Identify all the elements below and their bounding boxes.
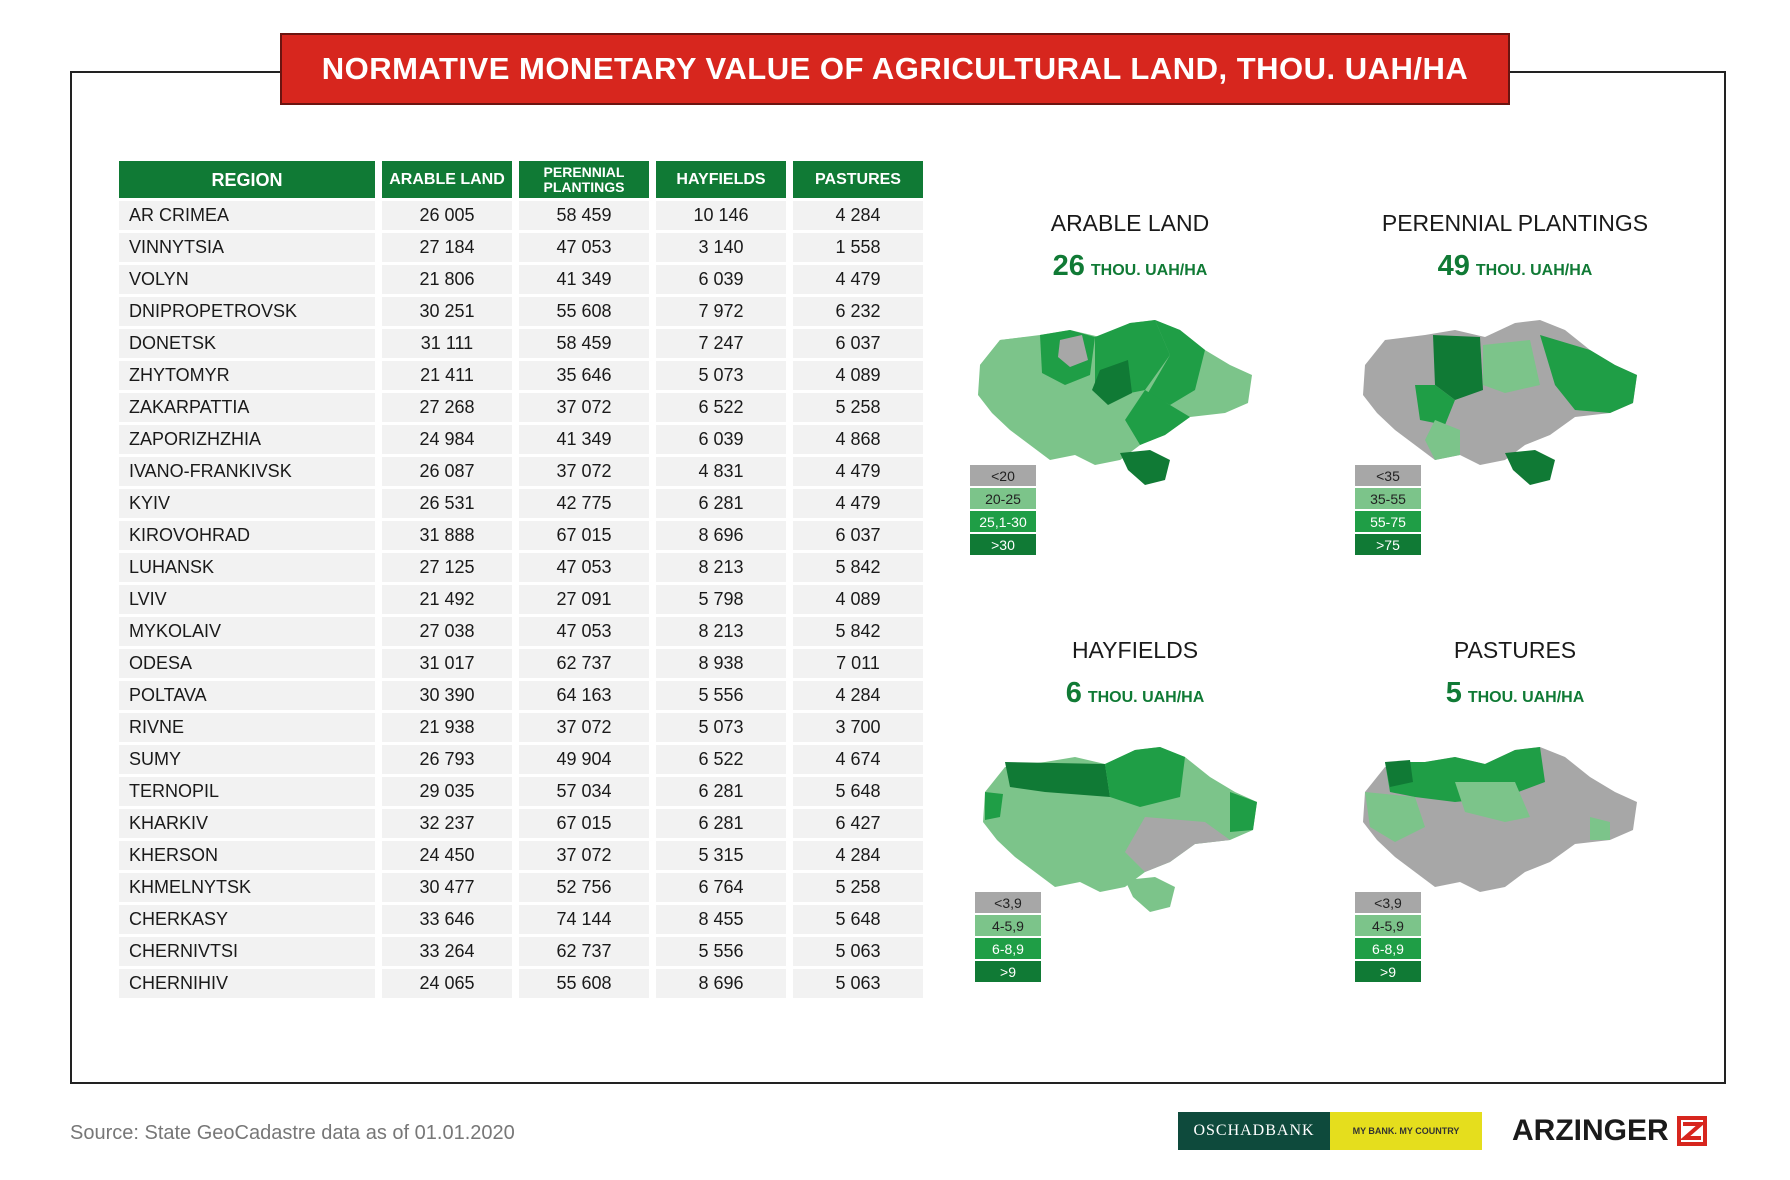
cell-pastures: 4 479 — [793, 457, 923, 486]
table-body — [119, 201, 923, 998]
cell-perennial: 64 163 — [519, 681, 649, 710]
cell-region: ZAKARPATTIA — [119, 393, 375, 422]
table-row — [119, 361, 923, 390]
cell-perennial: 37 072 — [519, 713, 649, 742]
cell-arable: 27 038 — [382, 617, 512, 646]
cell-region: MYKOLAIV — [119, 617, 375, 646]
cell-perennial: 55 608 — [519, 297, 649, 326]
legend-item: 25,1-30 — [970, 511, 1036, 532]
legend-item: 4-5,9 — [975, 915, 1041, 936]
cell-pastures: 7 011 — [793, 649, 923, 678]
header-pastures: PASTURES — [793, 161, 923, 198]
cell-region: KHERSON — [119, 841, 375, 870]
map-legend — [970, 465, 1036, 557]
legend-item: 6-8,9 — [975, 938, 1041, 959]
cell-perennial: 58 459 — [519, 201, 649, 230]
cell-arable: 26 793 — [382, 745, 512, 774]
legend-item: 35-55 — [1355, 488, 1421, 509]
cell-hayfields: 7 247 — [656, 329, 786, 358]
cell-region: AR CRIMEA — [119, 201, 375, 230]
region-fill — [1483, 340, 1540, 393]
map-average-value: 26 — [1052, 250, 1085, 282]
arzinger-mark-icon — [1677, 1116, 1707, 1146]
table-row — [119, 713, 923, 742]
cell-pastures: 4 479 — [793, 489, 923, 518]
cell-region: VINNYTSIA — [119, 233, 375, 262]
map-average-unit: THOU. UAH/HA — [1467, 689, 1585, 706]
cell-arable: 27 125 — [382, 553, 512, 582]
cell-region: POLTAVA — [119, 681, 375, 710]
table-row — [119, 265, 923, 294]
cell-pastures: 5 648 — [793, 777, 923, 806]
cell-pastures: 6 037 — [793, 521, 923, 550]
cell-hayfields: 6 039 — [656, 425, 786, 454]
page-title: NORMATIVE MONETARY VALUE OF AGRICULTURAL LAND, THOU. UAH/HA — [280, 33, 1510, 105]
cell-arable: 33 264 — [382, 937, 512, 966]
region-fill-crimea — [1505, 450, 1555, 485]
cell-pastures: 6 232 — [793, 297, 923, 326]
cell-hayfields: 6 281 — [656, 489, 786, 518]
table-row — [119, 873, 923, 902]
cell-perennial: 37 072 — [519, 841, 649, 870]
map-average-unit: THOU. UAH/HA — [1090, 262, 1208, 279]
cell-arable: 24 984 — [382, 425, 512, 454]
map-average — [930, 250, 1330, 283]
map-average-value: 6 — [1065, 677, 1082, 709]
cell-hayfields: 3 140 — [656, 233, 786, 262]
ukraine-map-arable — [970, 295, 1260, 485]
ukraine-map-hayfields — [975, 722, 1265, 912]
cell-hayfields: 6 522 — [656, 393, 786, 422]
cell-region: KYIV — [119, 489, 375, 518]
cell-pastures: 5 258 — [793, 873, 923, 902]
map-average — [1315, 250, 1715, 283]
map-average — [1315, 677, 1715, 710]
region-fill — [1230, 792, 1257, 832]
cell-pastures: 5 063 — [793, 969, 923, 998]
cell-hayfields: 6 764 — [656, 873, 786, 902]
cell-hayfields: 8 938 — [656, 649, 786, 678]
cell-perennial: 27 091 — [519, 585, 649, 614]
cell-perennial: 37 072 — [519, 393, 649, 422]
cell-pastures: 5 648 — [793, 905, 923, 934]
cell-region: CHERNIHIV — [119, 969, 375, 998]
cell-perennial: 58 459 — [519, 329, 649, 358]
ukraine-map-pastures — [1355, 722, 1645, 912]
cell-arable: 31 888 — [382, 521, 512, 550]
cell-hayfields: 8 213 — [656, 617, 786, 646]
cell-perennial: 41 349 — [519, 265, 649, 294]
cell-region: KHARKIV — [119, 809, 375, 838]
cell-perennial: 49 904 — [519, 745, 649, 774]
map-legend — [1355, 892, 1421, 984]
cell-hayfields: 6 281 — [656, 777, 786, 806]
cell-arable: 26 531 — [382, 489, 512, 518]
legend-item: <3,9 — [975, 892, 1041, 913]
cell-hayfields: 5 798 — [656, 585, 786, 614]
cell-pastures: 4 868 — [793, 425, 923, 454]
map-hayfields — [935, 637, 1335, 980]
map-legend — [975, 892, 1041, 984]
oschadbank-logo: OSCHADBANK — [1178, 1112, 1330, 1150]
map-title: HAYFIELDS — [1071, 637, 1199, 663]
cell-arable: 29 035 — [382, 777, 512, 806]
cell-hayfields: 8 213 — [656, 553, 786, 582]
cell-hayfields: 5 556 — [656, 937, 786, 966]
cell-pastures: 5 063 — [793, 937, 923, 966]
cell-perennial: 74 144 — [519, 905, 649, 934]
map-legend — [1355, 465, 1421, 557]
header-arable: ARABLE LAND — [382, 161, 512, 198]
cell-pastures: 5 842 — [793, 553, 923, 582]
cell-hayfields: 5 073 — [656, 361, 786, 390]
cell-perennial: 62 737 — [519, 937, 649, 966]
cell-arable: 32 237 — [382, 809, 512, 838]
table-row — [119, 393, 923, 422]
table-row — [119, 905, 923, 934]
map-pastures — [1315, 637, 1715, 980]
table-row — [119, 233, 923, 262]
table-row — [119, 329, 923, 358]
table-header-row — [119, 161, 923, 198]
cell-region: KHMELNYTSK — [119, 873, 375, 902]
table-row — [119, 297, 923, 326]
region-fill-crimea — [1120, 450, 1170, 485]
cell-region: SUMY — [119, 745, 375, 774]
cell-region: ODESA — [119, 649, 375, 678]
table-row — [119, 809, 923, 838]
table-row — [119, 649, 923, 678]
cell-arable: 24 450 — [382, 841, 512, 870]
cell-pastures: 3 700 — [793, 713, 923, 742]
cell-perennial: 35 646 — [519, 361, 649, 390]
table-row — [119, 777, 923, 806]
cell-arable: 21 938 — [382, 713, 512, 742]
table-row — [119, 745, 923, 774]
cell-arable: 26 005 — [382, 201, 512, 230]
cell-region: KIROVOHRAD — [119, 521, 375, 550]
cell-arable: 21 492 — [382, 585, 512, 614]
cell-region: LUHANSK — [119, 553, 375, 582]
header-perennial: PERENNIAL PLANTINGS — [519, 161, 649, 198]
table-row — [119, 201, 923, 230]
cell-perennial: 47 053 — [519, 553, 649, 582]
legend-item: 55-75 — [1355, 511, 1421, 532]
cell-perennial: 62 737 — [519, 649, 649, 678]
cell-hayfields: 5 073 — [656, 713, 786, 742]
legend-item: <3,9 — [1355, 892, 1421, 913]
cell-region: CHERKASY — [119, 905, 375, 934]
legend-item: >30 — [970, 534, 1036, 555]
legend-item: 20-25 — [970, 488, 1036, 509]
cell-perennial: 52 756 — [519, 873, 649, 902]
map-title: PASTURES — [1453, 637, 1577, 663]
map-average-value: 49 — [1437, 250, 1470, 282]
cell-perennial: 57 034 — [519, 777, 649, 806]
cell-arable: 31 111 — [382, 329, 512, 358]
cell-arable: 30 477 — [382, 873, 512, 902]
map-average-unit: THOU. UAH/HA — [1087, 689, 1205, 706]
legend-item: <20 — [970, 465, 1036, 486]
cell-perennial: 67 015 — [519, 809, 649, 838]
cell-pastures: 4 674 — [793, 745, 923, 774]
cell-pastures: 4 089 — [793, 585, 923, 614]
cell-region: DONETSK — [119, 329, 375, 358]
cell-perennial: 42 775 — [519, 489, 649, 518]
cell-hayfields: 8 455 — [656, 905, 786, 934]
table-row — [119, 457, 923, 486]
map-average-value: 5 — [1445, 677, 1462, 709]
source-note: Source: State GeoCadastre data as of 01.01.2020 — [70, 1122, 515, 1144]
cell-region: ZAPORIZHZHIA — [119, 425, 375, 454]
table-row — [119, 521, 923, 550]
cell-hayfields: 8 696 — [656, 521, 786, 550]
table-row — [119, 425, 923, 454]
cell-pastures: 4 284 — [793, 841, 923, 870]
cell-perennial: 55 608 — [519, 969, 649, 998]
cell-arable: 30 251 — [382, 297, 512, 326]
cell-arable: 27 268 — [382, 393, 512, 422]
legend-item: <35 — [1355, 465, 1421, 486]
cell-pastures: 5 258 — [793, 393, 923, 422]
cell-region: IVANO-FRANKIVSK — [119, 457, 375, 486]
cell-hayfields: 10 146 — [656, 201, 786, 230]
cell-hayfields: 5 556 — [656, 681, 786, 710]
legend-item: 4-5,9 — [1355, 915, 1421, 936]
table-row — [119, 937, 923, 966]
cell-pastures: 1 558 — [793, 233, 923, 262]
cell-hayfields: 7 972 — [656, 297, 786, 326]
legend-item: 6-8,9 — [1355, 938, 1421, 959]
map-average — [935, 677, 1335, 710]
table-row — [119, 553, 923, 582]
cell-pastures: 4 284 — [793, 201, 923, 230]
map-title: PERENNIAL PLANTINGS — [1381, 210, 1649, 236]
cell-region: VOLYN — [119, 265, 375, 294]
map-perennial-plantings — [1315, 210, 1715, 553]
cell-region: DNIPROPETROVSK — [119, 297, 375, 326]
oschadbank-tagline: MY BANK. MY COUNTRY — [1330, 1112, 1482, 1150]
cell-region: RIVNE — [119, 713, 375, 742]
cell-region: TERNOPIL — [119, 777, 375, 806]
table-row — [119, 681, 923, 710]
cell-region: LVIV — [119, 585, 375, 614]
cell-perennial: 47 053 — [519, 233, 649, 262]
ukraine-map-perennial — [1355, 295, 1645, 485]
cell-pastures: 6 037 — [793, 329, 923, 358]
cell-perennial: 67 015 — [519, 521, 649, 550]
cell-pastures: 4 284 — [793, 681, 923, 710]
cell-pastures: 4 089 — [793, 361, 923, 390]
map-average-unit: THOU. UAH/HA — [1475, 262, 1593, 279]
cell-pastures: 6 427 — [793, 809, 923, 838]
table-row — [119, 585, 923, 614]
cell-perennial: 47 053 — [519, 617, 649, 646]
table-row — [119, 617, 923, 646]
legend-item: >9 — [975, 961, 1041, 982]
map-title: ARABLE LAND — [1050, 210, 1210, 236]
header-hayfields: HAYFIELDS — [656, 161, 786, 198]
cell-arable: 33 646 — [382, 905, 512, 934]
cell-perennial: 37 072 — [519, 457, 649, 486]
cell-hayfields: 5 315 — [656, 841, 786, 870]
legend-item: >9 — [1355, 961, 1421, 982]
cell-pastures: 4 479 — [793, 265, 923, 294]
region-fill-crimea — [1125, 877, 1175, 912]
table-row — [119, 489, 923, 518]
legend-item: >75 — [1355, 534, 1421, 555]
cell-arable: 26 087 — [382, 457, 512, 486]
cell-arable: 30 390 — [382, 681, 512, 710]
cell-hayfields: 6 039 — [656, 265, 786, 294]
region-fill — [1105, 747, 1185, 807]
cell-hayfields: 8 696 — [656, 969, 786, 998]
arzinger-wordmark: ARZINGER — [1512, 1114, 1669, 1147]
cell-arable: 31 017 — [382, 649, 512, 678]
cell-perennial: 41 349 — [519, 425, 649, 454]
cell-region: ZHYTOMYR — [119, 361, 375, 390]
cell-pastures: 5 842 — [793, 617, 923, 646]
land-value-table — [112, 158, 930, 1001]
cell-arable: 21 806 — [382, 265, 512, 294]
map-arable-land — [930, 210, 1330, 553]
header-region: REGION — [119, 161, 375, 198]
cell-arable: 24 065 — [382, 969, 512, 998]
arzinger-logo — [1512, 1112, 1707, 1150]
cell-region: CHERNIVTSI — [119, 937, 375, 966]
cell-arable: 27 184 — [382, 233, 512, 262]
cell-arable: 21 411 — [382, 361, 512, 390]
table-row — [119, 969, 923, 998]
table-row — [119, 841, 923, 870]
cell-hayfields: 6 522 — [656, 745, 786, 774]
cell-hayfields: 4 831 — [656, 457, 786, 486]
cell-hayfields: 6 281 — [656, 809, 786, 838]
